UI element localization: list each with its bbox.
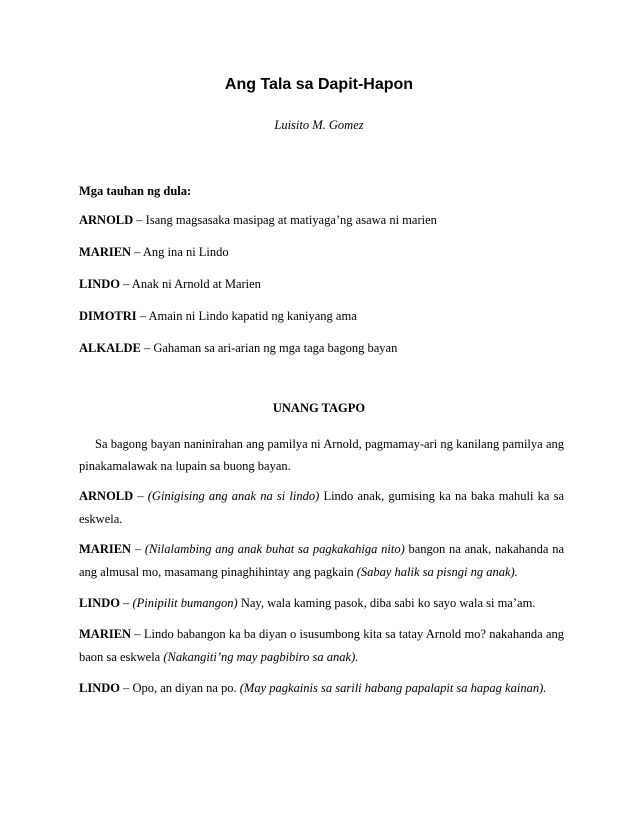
cast-description: – Gahaman sa ari-arian ng mga taga bagong bayan [140, 341, 398, 355]
stage-direction: (Ginigising ang anak na si lindo) [147, 489, 320, 503]
dialogue-text: baon sa eskwela [79, 650, 164, 664]
cast-item-arnold [79, 213, 564, 228]
author-name: Luisito M. Gomez [274, 118, 364, 132]
dialogue-line-3: LINDO – (Pinipilit bumangon) Nay, wala kaming pasok, diba sabi ko sayo wala si ma’am. [79, 596, 536, 610]
cast-item-alkalde [79, 341, 564, 356]
scene-heading: UNANG TAGPO [272, 401, 366, 415]
dialogue-text: – Lindo babangon ka ba diyan o isusumbong kita sa tatay Arnold mo? nakahanda ang [131, 627, 564, 641]
dialogue-line-4b [79, 650, 564, 665]
dialogue-line-2a: MARIEN – (Nilalambing ang anak buhat sa pagkakahiga nito) bangon na anak, nakahanda na [79, 542, 565, 556]
intro-paragraph-line-2: pinakamalawak na lupain sa buong bayan. [79, 459, 291, 473]
cast-name: ALKALDE [79, 341, 141, 355]
dialogue-line-5 [79, 681, 564, 696]
dialogue-text: Nay, wala kaming pasok, diba sabi ko sayo wala si ma’am. [237, 596, 536, 610]
cast-heading: Mga tauhan ng dula: [79, 184, 192, 198]
cast-name: DIMOTRI [79, 309, 137, 323]
play-title: Ang Tala sa Dapit-Hapon [224, 76, 414, 93]
cast-description: – Isang magsasaka masipag at matiyaga’ng asawa ni marien [133, 213, 437, 227]
cast-description: – Amain ni Lindo kapatid ng kaniyang ama [136, 309, 357, 323]
dialogue-line-4a [79, 627, 564, 642]
cast-description: – Ang ina ni Lindo [131, 245, 229, 259]
speaker-name: LINDO [79, 596, 120, 610]
dialogue-text: Lindo anak, gumising ka na baka mahuli ka sa [319, 489, 564, 503]
cast-name: MARIEN [79, 245, 132, 259]
stage-direction: (Nilalambing ang anak buhat sa pagkakahiga nito) [144, 542, 405, 556]
stage-direction: (Nakangiti’ng may pagbibiro sa anak). [163, 650, 359, 664]
stage-direction: (Sabay halik sa pisngi ng anak). [356, 565, 518, 579]
cast-item-lindo [79, 277, 564, 292]
dialogue-line-1b: eskwela. [79, 512, 123, 526]
dialogue-text: – Opo, an diyan na po. [119, 681, 240, 695]
stage-direction: (May pagkainis sa sarili habang papalapit sa hapag kainan). [239, 681, 547, 695]
intro-paragraph-line-1: Sa bagong bayan naninirahan ang pamilya ni Arnold, pagmamay-ari ng kanilang pamilya ang [95, 437, 564, 451]
dialogue-text: ang almusal mo, masamang pinaghihintay ang pagkain [79, 565, 357, 579]
speaker-name: ARNOLD [79, 489, 134, 503]
cast-name: LINDO [79, 277, 120, 291]
dialogue-text: bangon na anak, nakahanda na [404, 542, 565, 556]
cast-name: ARNOLD [79, 213, 134, 227]
speaker-name: MARIEN [79, 542, 132, 556]
cast-item-marien [79, 245, 564, 260]
dialogue-line-2b [79, 565, 564, 580]
speaker-name: MARIEN [79, 627, 132, 641]
dialogue-line-1a: ARNOLD – (Ginigising ang anak na si lindo) Lindo anak, gumising ka na baka mahuli ka sa [79, 489, 564, 503]
speaker-name: LINDO [79, 681, 120, 695]
cast-description: – Anak ni Arnold at Marien [119, 277, 261, 291]
stage-direction: (Pinipilit bumangon) [132, 596, 238, 610]
cast-item-dimotri [79, 309, 564, 324]
